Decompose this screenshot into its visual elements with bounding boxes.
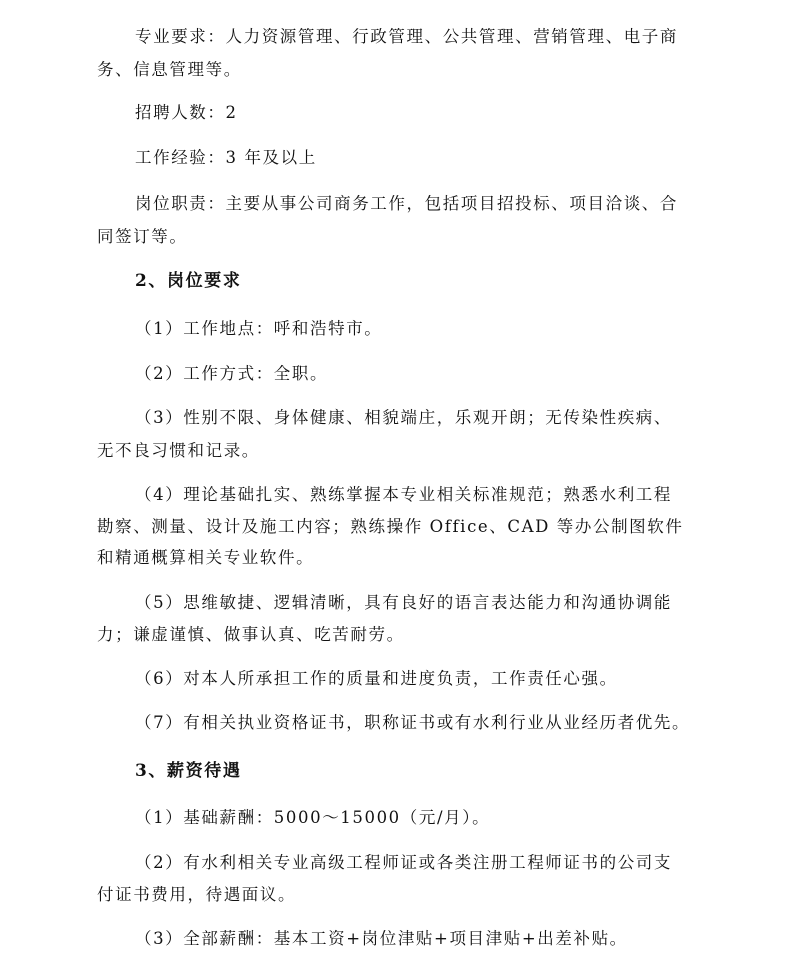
salary-item-1: （1）基础薪酬：5000～15000（元/月）。 <box>135 808 491 827</box>
requirement-1: （1）工作地点：呼和浩特市。 <box>135 319 383 338</box>
requirement-5-line-2: 力；谦虚谨慎、做事认真、吃苦耐劳。 <box>97 625 405 644</box>
section-heading-salary: 3、薪资待遇 <box>135 761 242 781</box>
section-heading-job-requirements: 2、岗位要求 <box>135 271 242 291</box>
salary-item-3: （3）全部薪酬：基本工资+岗位津贴+项目津贴+出差补贴。 <box>135 929 628 948</box>
requirement-2: （2）工作方式：全职。 <box>135 364 329 383</box>
major-requirement-line-2: 务、信息管理等。 <box>97 60 242 79</box>
requirement-7: （7）有相关执业资格证书，职称证书或有水利行业从业经历者优先。 <box>135 713 691 732</box>
requirement-3-line-2: 无不良习惯和记录。 <box>97 441 260 460</box>
duties-line-2: 同签订等。 <box>97 227 188 246</box>
requirement-4-line-1: （4）理论基础扎实、熟练掌握本专业相关标准规范；熟悉水利工程 <box>135 485 672 504</box>
requirement-3-line-1: （3）性别不限、身体健康、相貌端庄，乐观开朗；无传染性疾病、 <box>135 408 672 427</box>
salary-item-2-line-1: （2）有水利相关专业高级工程师证或各类注册工程师证书的公司支 <box>135 853 672 872</box>
salary-item-2-line-2: 付证书费用，待遇面议。 <box>97 885 297 904</box>
duties-line-1: 岗位职责：主要从事公司商务工作，包括项目招投标、项目洽谈、合 <box>135 194 678 213</box>
headcount-text: 招聘人数：2 <box>135 103 238 122</box>
major-requirement-line-1: 专业要求：人力资源管理、行政管理、公共管理、营销管理、电子商 <box>135 27 678 46</box>
experience-text: 工作经验：3 年及以上 <box>135 148 317 167</box>
requirement-5-line-1: （5）思维敏捷、逻辑清晰，具有良好的语言表达能力和沟通协调能 <box>135 593 672 612</box>
requirement-6: （6）对本人所承担工作的质量和进度负责，工作责任心强。 <box>135 669 618 688</box>
requirement-4-line-3: 和精通概算相关专业软件。 <box>97 548 315 567</box>
requirement-4-line-2: 勘察、测量、设计及施工内容；熟练操作 Office、CAD 等办公制图软件 <box>97 517 684 536</box>
